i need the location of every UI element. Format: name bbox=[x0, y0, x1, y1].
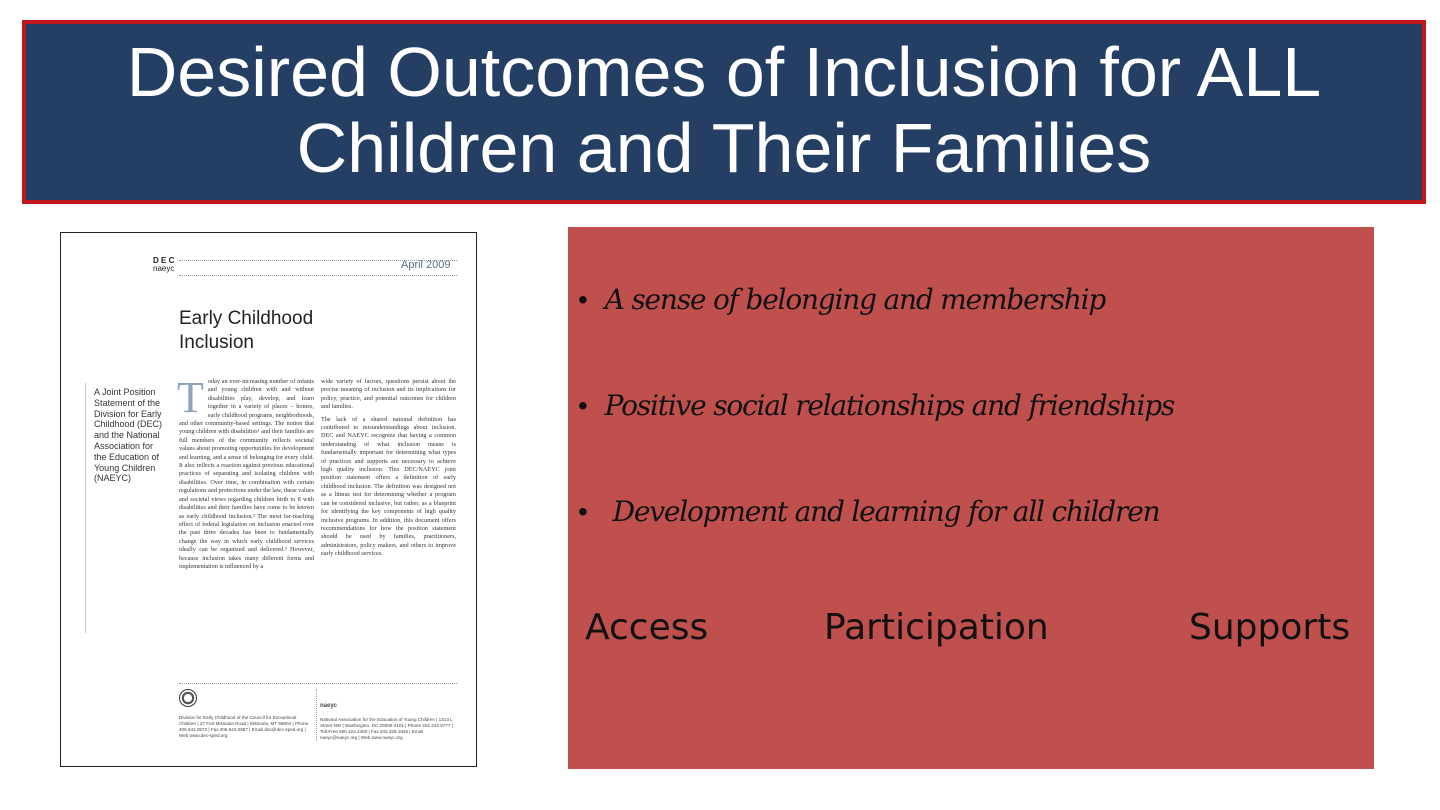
logo-dec: D E C bbox=[153, 256, 175, 265]
header-divider-2 bbox=[179, 275, 457, 276]
pillar-supports: Supports bbox=[1189, 607, 1351, 648]
title-banner bbox=[22, 20, 1426, 204]
logo-naeyc: naeyc bbox=[153, 264, 175, 273]
pillar-participation: Participation bbox=[824, 607, 1049, 648]
footer-divider bbox=[179, 683, 457, 684]
outcome-item bbox=[578, 389, 1174, 422]
pillar-access: Access bbox=[585, 607, 709, 648]
footer-dec-text: Division for Early Childhood of the Council for Exceptional Children | 27 Fort Missoula Road | Missoula, MT 59804 | Phone 406.543.0872 | Fax 406.543.0887 | Email dec@dec-sped.org | Web www.dec-sped.org bbox=[179, 715, 309, 738]
outcome-text: A sense of belonging and membership bbox=[604, 283, 1106, 316]
document-column-1 bbox=[177, 373, 314, 571]
document-column-2 bbox=[321, 378, 456, 563]
drop-cap: T bbox=[177, 373, 204, 422]
outcomes-panel bbox=[568, 227, 1374, 769]
document-date: April 2009 bbox=[401, 259, 451, 271]
position-statement-document-image bbox=[60, 232, 477, 767]
column-2-paragraph-2: The lack of a shared national definition has contributed to misunderstandings about inclusion. DEC and NAEYC recognize that having a common understanding of what inclusion means is fundamentally important for determining what types of practices and supports are necessary to achieve high quality inclusion. This DEC/NAEYC joint position statement offers a definition of early childhood inclusion. The definition was designed not as a litmus test for determining whether a program can be considered inclusive, but rather, as a blueprint for identifying the key components of high quality inclusive programs. In addition, this document offers recommendations for how the position statement should be used by families, practitioners, administrators, policy makers, and others to improve early childhood services. bbox=[321, 415, 456, 558]
column-1-text: oday an ever-increasing number of infants and young children with and without disabilities play, develop, and learn together in a variety of places – homes, early childhood programs, neighborhoods, and other community-based settings. The notion that young children with disabilities¹ and their families are full members of the community reflects societal values about promoting opportunities for development and learning, and a sense of belonging for every child. It also reflects a reaction against previous educational practices of separating and isolating children with disabilities. Over time, in combination with certain regulations and protections under the law, these values and societal views regarding children birth to 8 with disabilities and their families have come to be known as early childhood inclusion.² The most far-reaching effect of federal legislation on inclusion enacted over the past three decades has been to fundamentally change the way in which early childhood services ideally can be organized and delivered.³ However, because inclusion takes many different forms and implementation is influenced by a bbox=[179, 378, 314, 570]
bullet-icon: • bbox=[578, 284, 587, 315]
dec-naeyc-logo bbox=[153, 257, 174, 273]
footer-naeyc-text: National Association for the Education of Young Children | 1313 L Street NW | Washington, DC 20005-4101 | Phone 202.232.8777 | Toll-Free 800.424.2460 | Fax 202.328.1846 | Email naeyc@naeyc.org | Web www.naeyc.org bbox=[320, 717, 453, 740]
column-2-paragraph-1: wide variety of factors, questions persist about the precise meaning of inclusion and its implications for policy, practice, and potential outcomes for children and families. bbox=[321, 378, 456, 411]
outcome-item bbox=[578, 495, 1159, 528]
slide-title-line-2: Children and Their Families bbox=[296, 109, 1152, 187]
document-title bbox=[179, 307, 313, 355]
bullet-icon: • bbox=[578, 390, 587, 421]
document-title-line-1: Early Childhood bbox=[179, 308, 314, 329]
dec-seal-icon bbox=[179, 689, 197, 707]
bullet-icon: • bbox=[578, 496, 587, 527]
footer-naeyc-contact bbox=[316, 689, 460, 741]
slide-title-line-1: Desired Outcomes of Inclusion for ALL bbox=[126, 33, 1322, 111]
outcome-text: Development and learning for all children bbox=[612, 495, 1160, 528]
footer-dec-contact bbox=[179, 689, 309, 739]
document-sidebar: A Joint Position Statement of the Division for Early Childhood (DEC) and the National Association for the Education of Young Children (NAEYC) bbox=[85, 383, 165, 633]
outcome-text: Positive social relationships and friendships bbox=[604, 389, 1175, 422]
slide-title bbox=[26, 24, 1422, 186]
outcome-item bbox=[578, 283, 1105, 316]
document-title-line-2: Inclusion bbox=[179, 332, 254, 353]
footer-naeyc-brand: naeyc bbox=[320, 703, 338, 709]
